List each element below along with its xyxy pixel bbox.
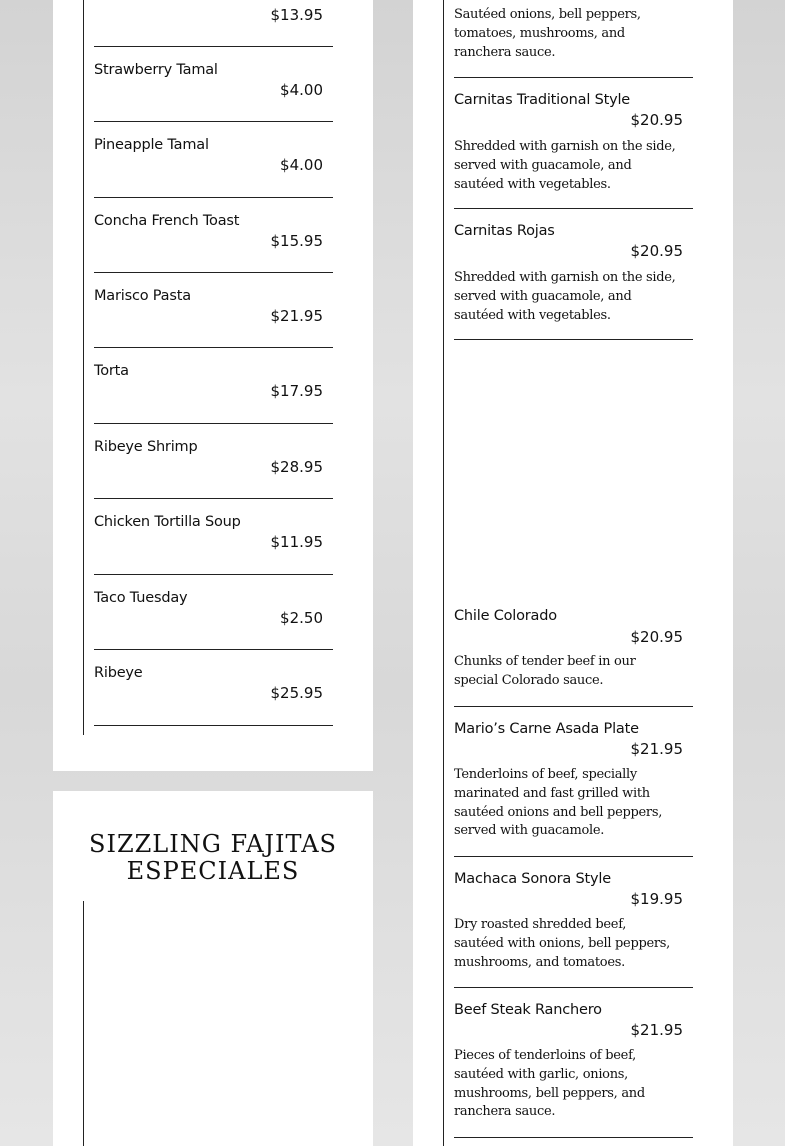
item-name: Ribeye Shrimp (94, 439, 198, 455)
item-name: Machaca Sonora Style (454, 871, 611, 887)
menu-item (454, 78, 693, 209)
menu-card-left (53, 0, 373, 771)
item-price: $28.95 (270, 458, 323, 476)
item-name: Pineapple Tamal (94, 137, 209, 153)
item-description: Pieces of tenderloins of beef, sautéed with garlic, onions, mushrooms, bell peppers, and ranchera sauce. (454, 1048, 645, 1120)
item-name: Beef Steak Ranchero (454, 1002, 602, 1018)
item-name: Mario’s Carne Asada Plate (454, 721, 639, 737)
menu-item (94, 273, 333, 348)
item-price: $20.95 (630, 628, 683, 646)
item-price: $13.95 (270, 6, 323, 24)
item-price: $4.00 (280, 81, 323, 99)
item-name: Marisco Pasta (94, 288, 191, 304)
item-price: $4.00 (280, 156, 323, 174)
item-price: $17.95 (270, 382, 323, 400)
menu-item (94, 47, 333, 122)
divider-line (443, 0, 444, 1146)
item-description: Tenderloins of beef, specially marinated and fast grilled with sautéed onions and bell peppers, served with guacamole. (454, 767, 663, 839)
item-name: Strawberry Tamal (94, 62, 218, 78)
section-title (53, 831, 373, 885)
menu-card-fajitas (53, 791, 373, 1146)
item-price: $21.95 (630, 1021, 683, 1039)
item-name: Chile Colorado (454, 608, 557, 624)
menu-item (454, 600, 693, 707)
item-name: Ribeye (94, 665, 143, 681)
item-name: Torta (94, 363, 129, 379)
item-price: $11.95 (270, 533, 323, 551)
item-description: Sautéed onions, bell peppers, tomatoes, mushrooms, and ranchera sauce. (454, 7, 641, 60)
menu-item (454, 209, 693, 340)
item-price: $25.95 (270, 684, 323, 702)
section-title-line: ESPECIALES (126, 857, 300, 885)
divider-line (83, 901, 84, 1146)
menu-item (94, 424, 333, 499)
menu-item (94, 198, 333, 273)
menu-item (454, 0, 693, 78)
section-title-line: SIZZLING FAJITAS (89, 830, 337, 858)
menu-item (94, 499, 333, 575)
menu-item (94, 650, 333, 726)
item-price: $21.95 (630, 740, 683, 758)
item-description: Shredded with garnish on the side, served with guacamole, and sautéed with vegetables. (454, 139, 676, 192)
item-price: $15.95 (270, 232, 323, 250)
menu-item (94, 122, 333, 198)
menu-card-right (413, 0, 733, 1146)
menu-item (94, 348, 333, 424)
item-price: $20.95 (630, 111, 683, 129)
menu-item (454, 707, 693, 857)
menu-item (94, 0, 333, 47)
item-name: Carnitas Rojas (454, 223, 555, 239)
menu-item (94, 575, 333, 650)
item-price: $2.50 (280, 609, 323, 627)
divider-line (83, 0, 84, 735)
item-name: Taco Tuesday (94, 590, 188, 606)
menu-item (454, 988, 693, 1138)
item-price: $20.95 (630, 242, 683, 260)
item-price: $19.95 (630, 890, 683, 908)
item-description: Dry roasted shredded beef, sautéed with onions, bell peppers, mushrooms, and tomatoes. (454, 917, 670, 970)
item-description: Chunks of tender beef in our special Colorado sauce. (454, 654, 636, 688)
item-name: Concha French Toast (94, 213, 240, 229)
menu-item (454, 857, 693, 988)
item-name: Carnitas Traditional Style (454, 92, 630, 108)
item-description: Shredded with garnish on the side, served with guacamole, and sautéed with vegetables. (454, 270, 676, 323)
item-name: Chicken Tortilla Soup (94, 514, 241, 530)
item-price: $21.95 (270, 307, 323, 325)
